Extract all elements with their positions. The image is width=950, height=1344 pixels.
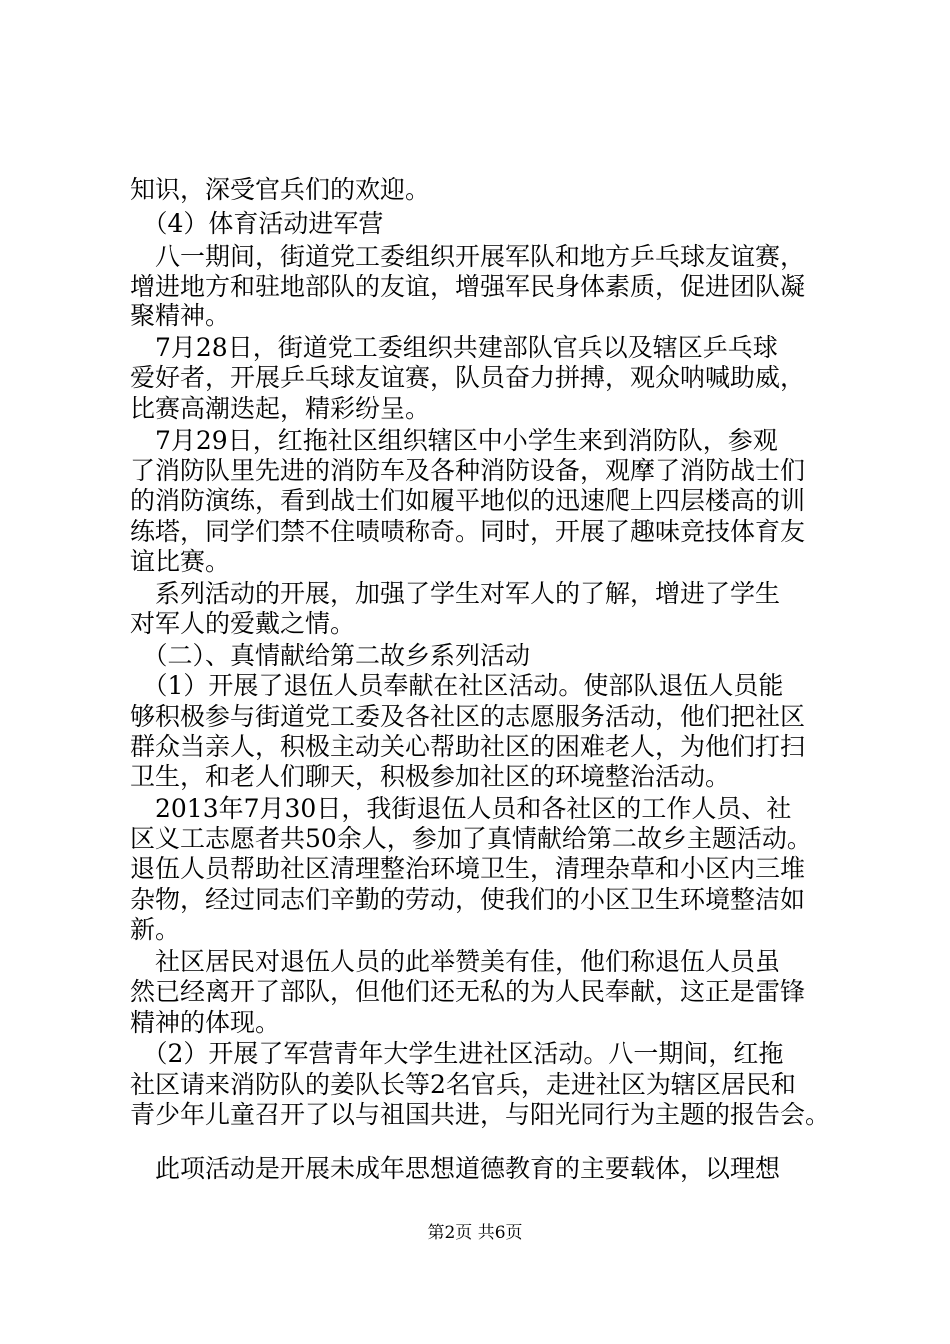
text-line: 区义工志愿者共50余人，参加了真情献给第二故乡主题活动。 — [130, 824, 812, 853]
text-line: 卫生，和老人们聊天，积极参加社区的环境整治活动。 — [130, 762, 731, 791]
text-line: 八一期间，街道党工委组织开展军队和地方乒乓球友谊赛， — [130, 242, 806, 271]
text-line: 知识，深受官兵们的欢迎。 — [130, 175, 431, 204]
text-line: 够积极参与街道党工委及各社区的志愿服务活动，他们把社区 — [130, 702, 806, 731]
text-line: 社区请来消防队的姜队长等2名官兵，走进社区为辖区居民和 — [130, 1070, 796, 1099]
text-line: 精神的体现。 — [130, 1008, 281, 1037]
text-line: 青少年儿童召开了以与祖国共进，与阳光同行为主题的报告会。 — [130, 1100, 831, 1129]
section-heading: （二）、真情献给第二故乡系列活动 — [130, 641, 531, 670]
text-line: 聚精神。 — [130, 301, 231, 330]
text-line: 7月29日，红拖社区组织辖区中小学生来到消防队，参观 — [130, 426, 778, 455]
text-line: 杂物，经过同志们辛勤的劳动，使我们的小区卫生环境整洁如 — [130, 885, 806, 914]
text-line: 了消防队里先进的消防车及各种消防设备，观摩了消防战士们 — [130, 456, 806, 485]
text-line: 然已经离开了部队，但他们还无私的为人民奉献，这正是雷锋 — [130, 977, 806, 1006]
text-line: 7月28日，街道党工委组织共建部队官兵以及辖区乒乓球 — [130, 333, 778, 362]
text-line: 练塔，同学们禁不住啧啧称奇。同时，开展了趣味竞技体育友 — [130, 517, 806, 546]
text-line: 的消防演练，看到战士们如履平地似的迅速爬上四层楼高的训 — [130, 486, 806, 515]
text-line: 社区居民对退伍人员的此举赞美有佳，他们称退伍人员虽 — [130, 947, 781, 976]
text-line: （2）开展了军营青年大学生进社区活动。八一期间，红拖 — [130, 1039, 784, 1068]
text-line: 群众当亲人，积极主动关心帮助社区的困难老人，为他们打扫 — [130, 732, 806, 761]
text-line: 谊比赛。 — [130, 547, 231, 576]
text-line: 退伍人员帮助社区清理整治环境卫生，清理杂草和小区内三堆 — [130, 854, 806, 883]
text-line: 此项活动是开展未成年思想道德教育的主要载体，以理想 — [130, 1154, 781, 1183]
text-line: （1）开展了退伍人员奉献在社区活动。使部队退伍人员能 — [130, 671, 784, 700]
section-heading: （4）体育活动进军营 — [130, 209, 384, 238]
text-line: 爱好者，开展乒乓球友谊赛，队员奋力拼搏，观众呐喊助威， — [130, 363, 806, 392]
text-line: 比赛高潮迭起，精彩纷呈。 — [130, 394, 431, 423]
text-line: 2013年7月30日，我街退伍人员和各社区的工作人员、社 — [130, 794, 792, 823]
page-number-footer: 第2页 共6页 — [427, 1223, 523, 1243]
text-line: 系列活动的开展，加强了学生对军人的了解，增进了学生 — [130, 579, 781, 608]
text-line: 对军人的爱戴之情。 — [130, 609, 356, 638]
text-line: 新。 — [130, 915, 181, 944]
text-line: 增进地方和驻地部队的友谊，增强军民身体素质，促进团队凝 — [130, 272, 806, 301]
